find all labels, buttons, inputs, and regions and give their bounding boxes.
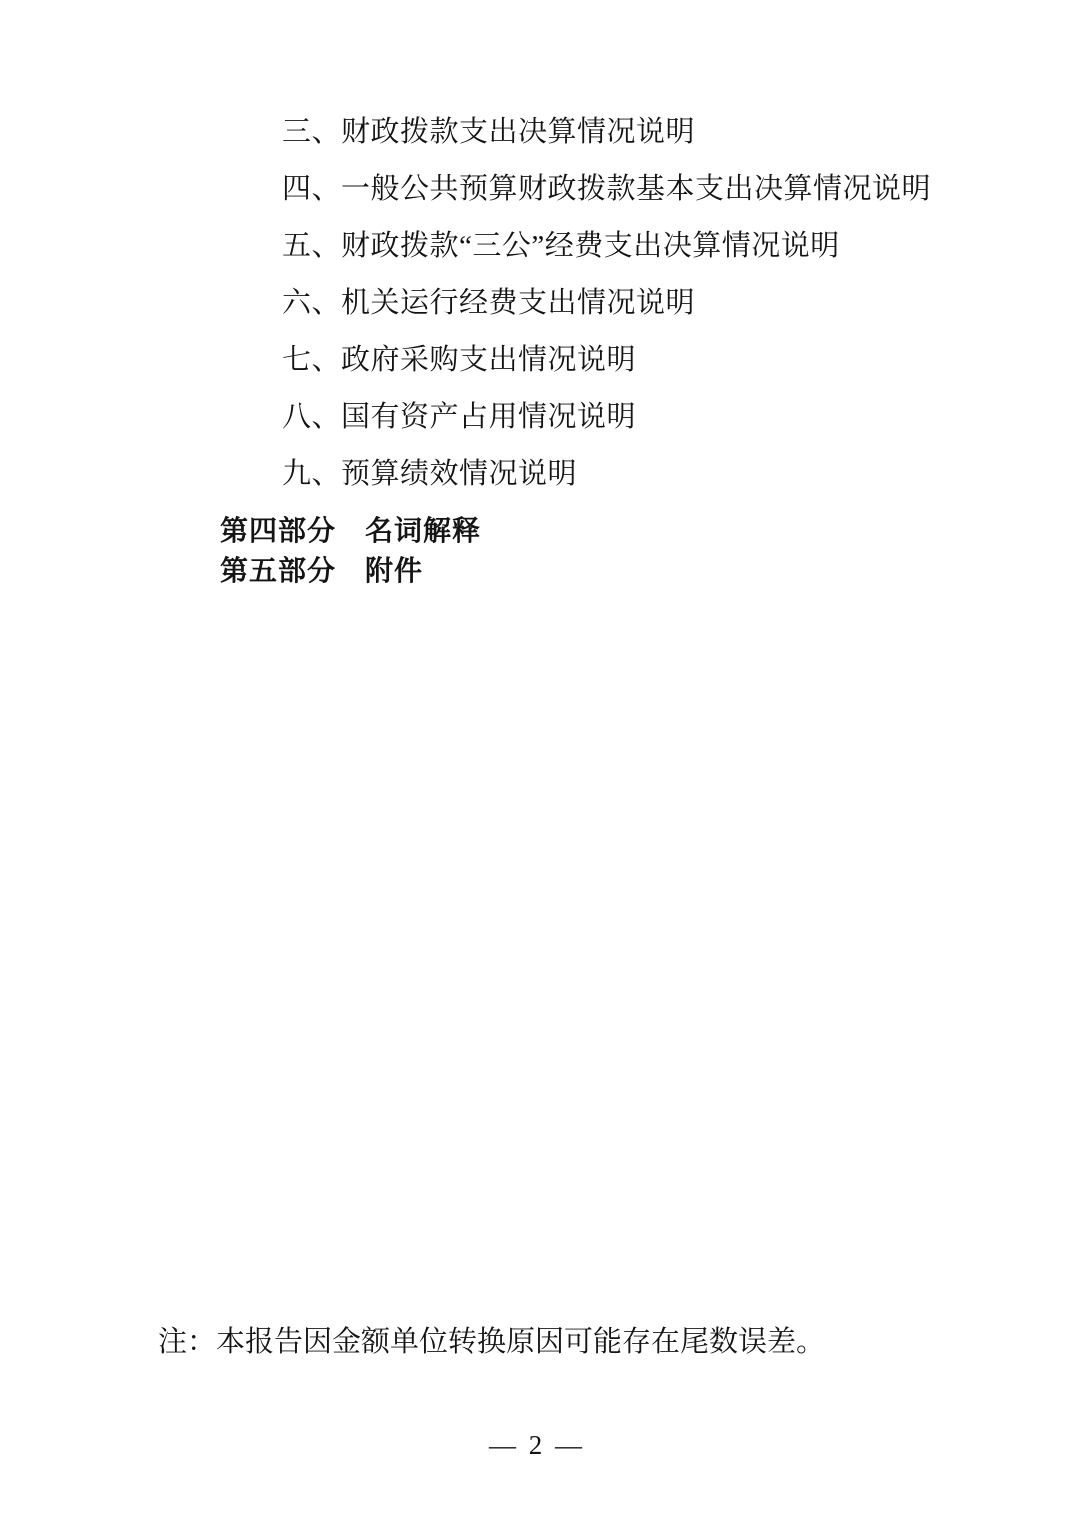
- list-item: 第五部分 附件: [220, 554, 424, 587]
- list-item: 第四部分 名词解释: [220, 514, 482, 547]
- list-item: 七、政府采购支出情况说明: [282, 344, 637, 376]
- list-item: 九、预算绩效情况说明: [282, 458, 578, 490]
- list-item: 四、一般公共预算财政拨款基本支出决算情况说明: [282, 173, 932, 205]
- list-item: 三、财政拨款支出决算情况说明: [282, 116, 696, 148]
- list-item: 五、财政拨款“三公”经费支出决算情况说明: [282, 230, 840, 262]
- list-item: 八、国有资产占用情况说明: [282, 401, 637, 433]
- table-of-contents: [0, 118, 1074, 585]
- list-item: 六、机关运行经费支出情况说明: [282, 287, 696, 319]
- footnote: 注：本报告因金额单位转换原因可能存在尾数误差。: [158, 1326, 826, 1358]
- page-number: — 2 —: [489, 1430, 585, 1460]
